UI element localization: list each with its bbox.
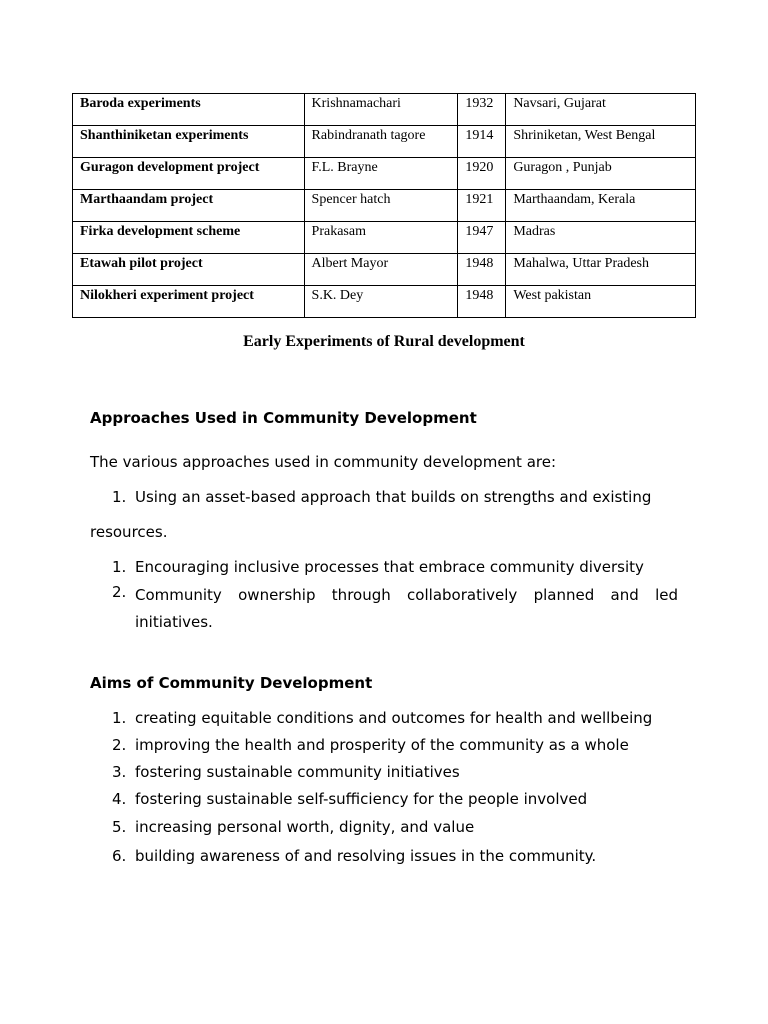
list-item [90, 763, 678, 790]
list-item [90, 488, 678, 506]
table-row [73, 158, 696, 190]
year-cell: 1948 [458, 254, 506, 286]
founder-cell: Prakasam [304, 222, 458, 254]
list-number: 2. [112, 736, 127, 754]
location-cell: Madras [506, 222, 696, 254]
list-number: 1. [112, 709, 127, 727]
year-cell: 1914 [458, 126, 506, 158]
table-body [73, 94, 696, 318]
approaches-heading: Approaches Used in Community Development [90, 409, 477, 427]
year-cell: 1947 [458, 222, 506, 254]
table-row [73, 254, 696, 286]
aims-heading: Aims of Community Development [90, 674, 373, 692]
list-number: 1. [112, 558, 127, 576]
experiment-name-cell: Nilokheri experiment project [73, 286, 305, 318]
list-item-text: building awareness of and resolving issues in the community. [135, 847, 597, 865]
list-item-text-continued: initiatives. [135, 613, 213, 631]
list-item-text: Encouraging inclusive processes that embrace community diversity [135, 558, 644, 576]
approaches-first-list [90, 488, 678, 506]
list-number: 6. [112, 847, 127, 865]
list-number: 2. [112, 583, 127, 601]
list-item-text: Using an asset-based approach that builds on strengths and existing [135, 488, 652, 506]
year-cell: 1921 [458, 190, 506, 222]
list-item-text: fostering sustainable self-sufficiency for the people involved [135, 790, 588, 808]
year-cell: 1920 [458, 158, 506, 190]
table-row [73, 222, 696, 254]
aims-list [90, 709, 678, 874]
experiment-name-cell: Baroda experiments [73, 94, 305, 126]
founder-cell: S.K. Dey [304, 286, 458, 318]
year-cell: 1948 [458, 286, 506, 318]
list-item-text: improving the health and prosperity of the community as a whole [135, 736, 629, 754]
location-cell: Marthaandam, Kerala [506, 190, 696, 222]
experiment-name-cell: Shanthiniketan experiments [73, 126, 305, 158]
approaches-first-item-continuation: resources. [90, 523, 168, 541]
location-cell: Navsari, Gujarat [506, 94, 696, 126]
approaches-intro: The various approaches used in community development are: [90, 453, 557, 471]
founder-cell: Albert Mayor [304, 254, 458, 286]
founder-cell: Spencer hatch [304, 190, 458, 222]
year-cell: 1932 [458, 94, 506, 126]
list-item [90, 557, 678, 577]
list-item [90, 847, 678, 874]
table-row [73, 286, 696, 318]
list-number: 1. [112, 488, 127, 506]
experiment-name-cell: Etawah pilot project [73, 254, 305, 286]
list-item-text: fostering sustainable community initiatives [135, 763, 460, 781]
list-item [90, 709, 678, 736]
rural-experiments-table [72, 93, 696, 318]
founder-cell: F.L. Brayne [304, 158, 458, 190]
founder-cell: Rabindranath tagore [304, 126, 458, 158]
experiment-name-cell: Guragon development project [73, 158, 305, 190]
table-caption: Early Experiments of Rural development [243, 333, 525, 350]
table-row [73, 126, 696, 158]
experiment-name-cell: Marthaandam project [73, 190, 305, 222]
list-item-text: Community ownership through collaboratively planned and led [135, 586, 678, 604]
list-number: 3. [112, 763, 127, 781]
location-cell: Shriniketan, West Bengal [506, 126, 696, 158]
list-item-text: creating equitable conditions and outcomes for health and wellbeing [135, 709, 653, 727]
list-item [90, 818, 678, 847]
experiment-name-cell: Firka development scheme [73, 222, 305, 254]
list-item [90, 582, 678, 636]
table-row [73, 94, 696, 126]
location-cell: Mahalwa, Uttar Pradesh [506, 254, 696, 286]
list-number: 5. [112, 818, 127, 836]
founder-cell: Krishnamachari [304, 94, 458, 126]
list-item [90, 790, 678, 818]
location-cell: West pakistan [506, 286, 696, 318]
list-item-text: increasing personal worth, dignity, and value [135, 818, 475, 836]
list-item [90, 736, 678, 763]
table-row [73, 190, 696, 222]
location-cell: Guragon , Punjab [506, 158, 696, 190]
list-number: 4. [112, 790, 127, 808]
approaches-list [90, 557, 678, 636]
